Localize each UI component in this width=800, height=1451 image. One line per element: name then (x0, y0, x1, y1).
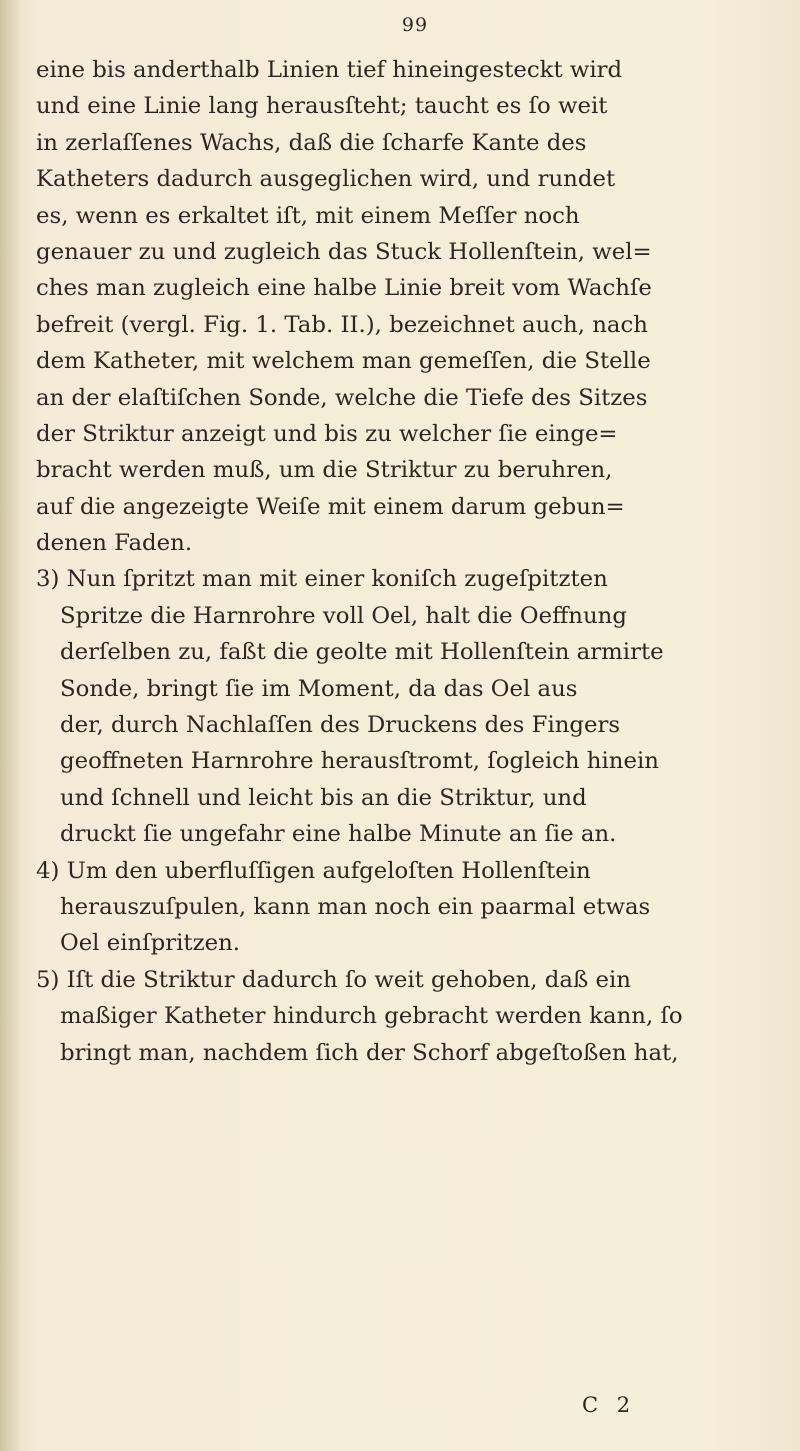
text-line: und eine Linie lang herausſteht; taucht es ſo weit (36, 93, 608, 120)
text-line: in zerlaſſenes Wachs, daß die ſcharfe Kante des (36, 129, 587, 156)
text-line: auf die angezeigte Weiſe mit einem darum gebun= (36, 493, 625, 520)
text-line: ches man zugleich eine halbe Linie breit vom Wachſe (36, 275, 652, 302)
text-line: Sonde, bringt ſie im Moment, da das Oel aus (60, 675, 578, 702)
text-line: Katheters dadurch ausgeglichen wird, und rundet (36, 166, 616, 193)
list-item-5: 5) Iſt die Striktur dadurch ſo weit gehoben, daß ein (36, 966, 631, 993)
body-text (36, 52, 726, 1071)
text-line: denen Faden. (36, 530, 193, 557)
text-line: druckt ſie ungefahr eine halbe Minute an ſie an. (60, 821, 617, 848)
text-line: der, durch Nachlaſſen des Druckens des Fingers (60, 712, 621, 739)
page-binding-edge (0, 0, 22, 1451)
text-line: genauer zu und zugleich das Stuck Hollenſtein, wel= (36, 238, 652, 265)
text-line: herauszuſpulen, kann man noch ein paarmal etwas (60, 893, 651, 920)
text-line: es, wenn es erkaltet iſt, mit einem Meſſer noch (36, 202, 580, 229)
text-line: geoffneten Harnrohre herausſtromt, ſogleich hinein (60, 748, 659, 775)
page-number: 99 (401, 14, 429, 36)
text-line: derſelben zu, faßt die geolte mit Hollenſtein armirte (60, 639, 664, 666)
list-item-4: 4) Um den uberfluſſigen aufgeloſten Hollenſtein (36, 857, 591, 884)
list-item-3: 3) Nun ſpritzt man mit einer koniſch zugeſpitzten (36, 566, 608, 593)
text-line: befreit (vergl. Fig. 1. Tab. II.), bezeichnet auch, nach (36, 311, 648, 338)
signature-mark: C 2 (582, 1393, 637, 1417)
text-line: Oel einſpritzen. (60, 930, 240, 957)
text-line: Spritze die Harnrohre voll Oel, halt die Oeffnung (60, 602, 627, 629)
text-line: maßiger Katheter hindurch gebracht werden kann, ſo (60, 1003, 683, 1030)
text-line: an der elaſtiſchen Sonde, welche die Tiefe des Sitzes (36, 384, 648, 411)
text-line: bracht werden muß, um die Striktur zu beruhren, (36, 457, 613, 484)
text-line: bringt man, nachdem ſich der Schorf abgeſtoßen hat, (60, 1039, 679, 1066)
text-line: und ſchnell und leicht bis an die Striktur, und (60, 784, 587, 811)
text-line: der Striktur anzeigt und bis zu welcher ſie einge= (36, 420, 618, 447)
text-line: eine bis anderthalb Linien tief hineingesteckt wird (36, 57, 623, 83)
text-line: dem Katheter, mit welchem man gemeſſen, die Stelle (36, 348, 651, 375)
